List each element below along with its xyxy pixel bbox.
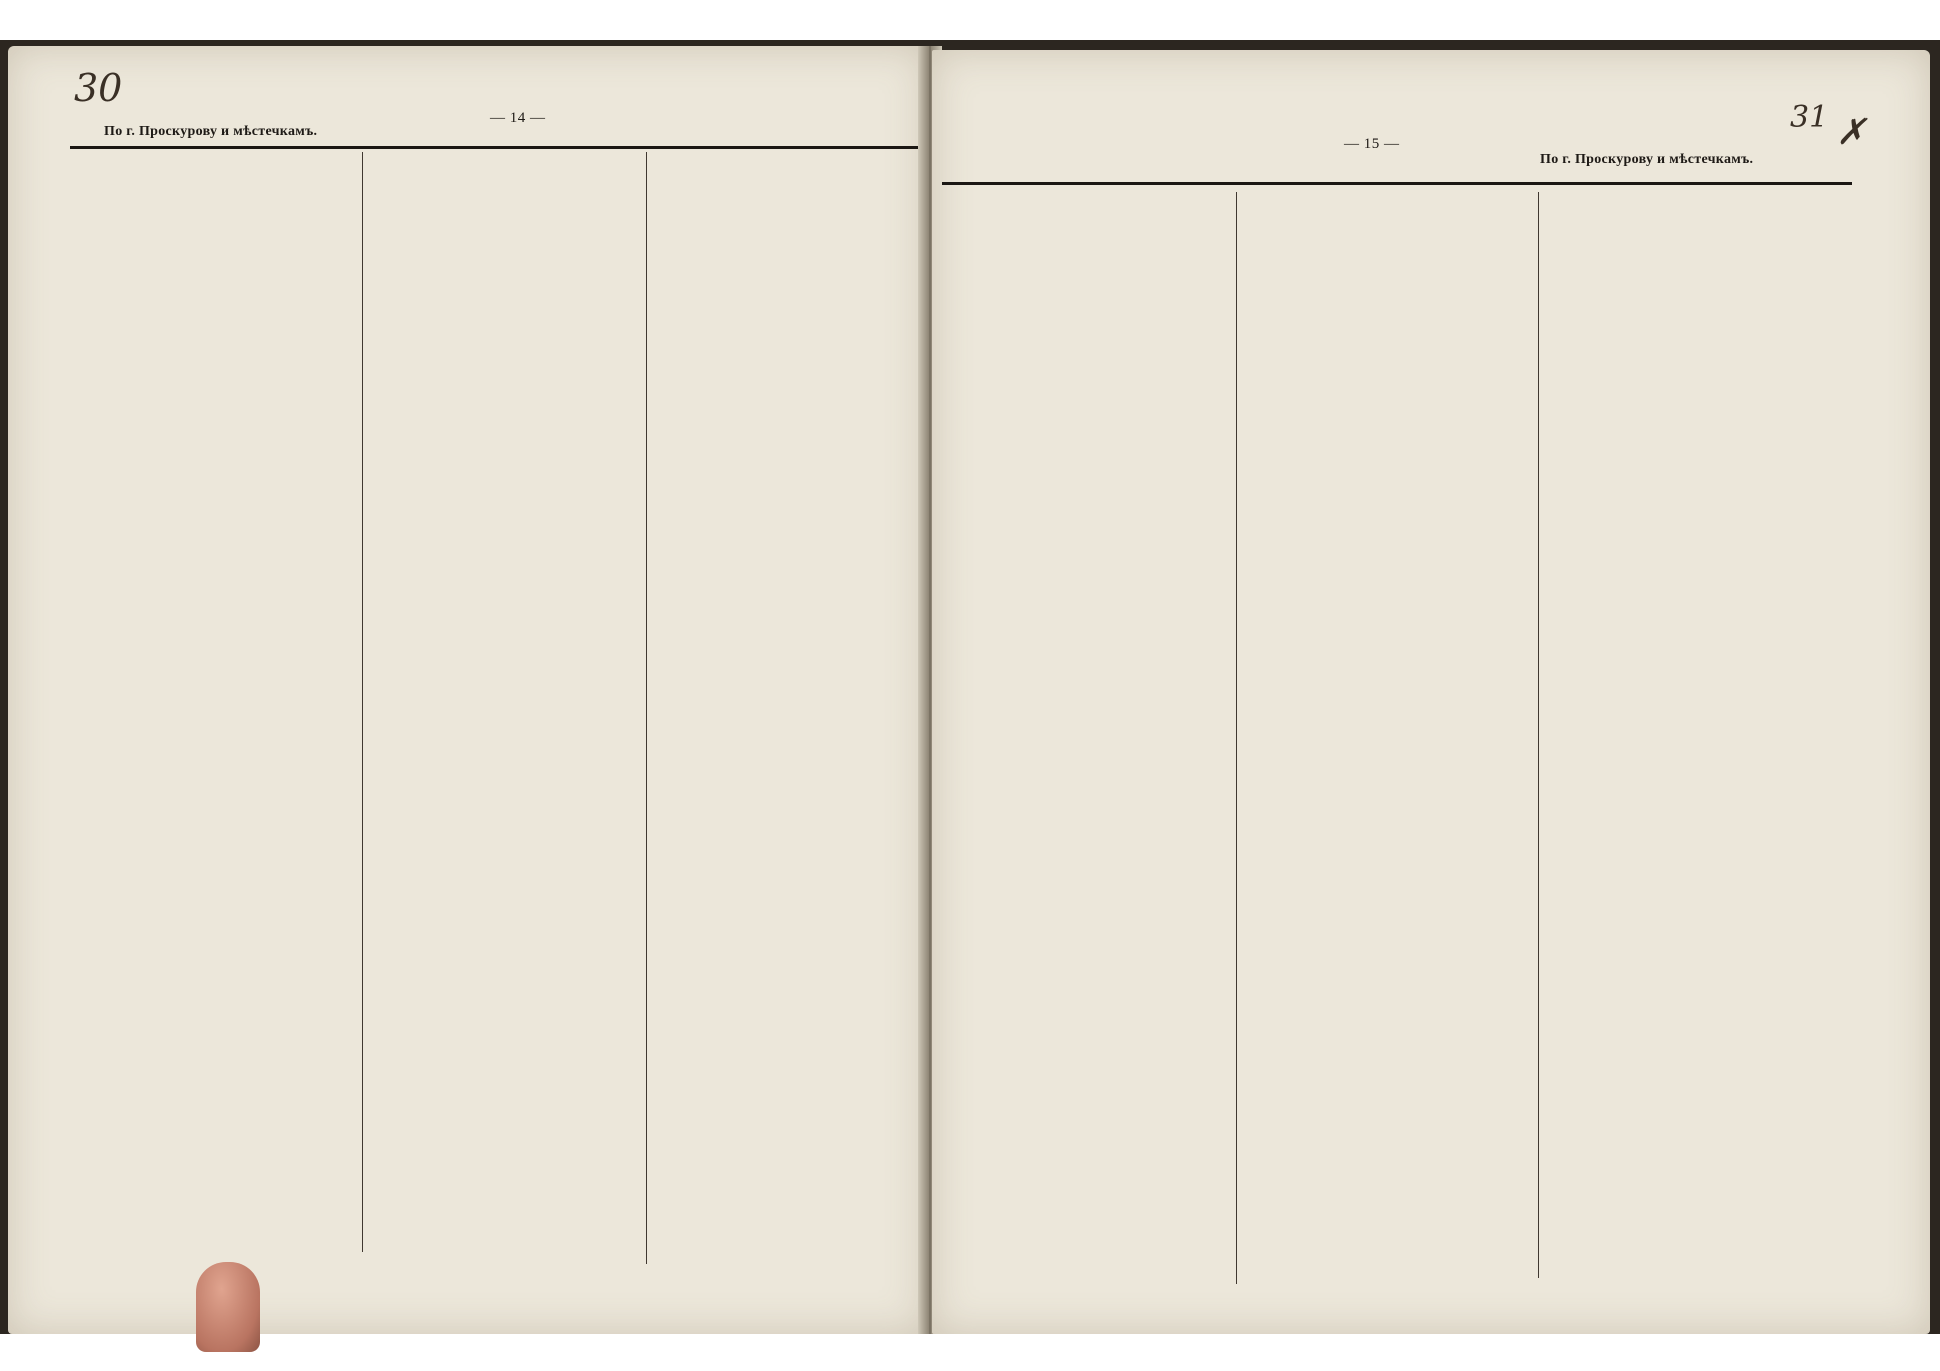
right-page bbox=[932, 50, 1930, 1334]
right-column-rule-1 bbox=[1236, 192, 1237, 1284]
scan-border-bottom bbox=[0, 1334, 1940, 1371]
left-column-rule-2 bbox=[646, 152, 647, 1264]
left-page bbox=[8, 46, 926, 1334]
left-column-rule-1 bbox=[362, 152, 363, 1252]
right-folio: — 15 — bbox=[1344, 136, 1400, 152]
left-page-handwritten-number: 30 bbox=[74, 66, 123, 110]
right-page-handwritten-mark: ✗ bbox=[1836, 112, 1867, 153]
left-running-head: По г. Проскурову и мѣстечкамъ. bbox=[104, 124, 318, 139]
left-folio: — 14 — bbox=[490, 110, 546, 126]
right-running-head: По г. Проскурову и мѣстечкамъ. bbox=[1540, 152, 1754, 167]
left-header-rule bbox=[70, 146, 922, 149]
right-header-rule bbox=[942, 182, 1852, 185]
scan-border-top bbox=[0, 0, 1940, 40]
right-page-handwritten-number: 31 bbox=[1790, 100, 1829, 135]
right-column-rule-2 bbox=[1538, 192, 1539, 1278]
thumb-holding-page bbox=[196, 1262, 260, 1352]
